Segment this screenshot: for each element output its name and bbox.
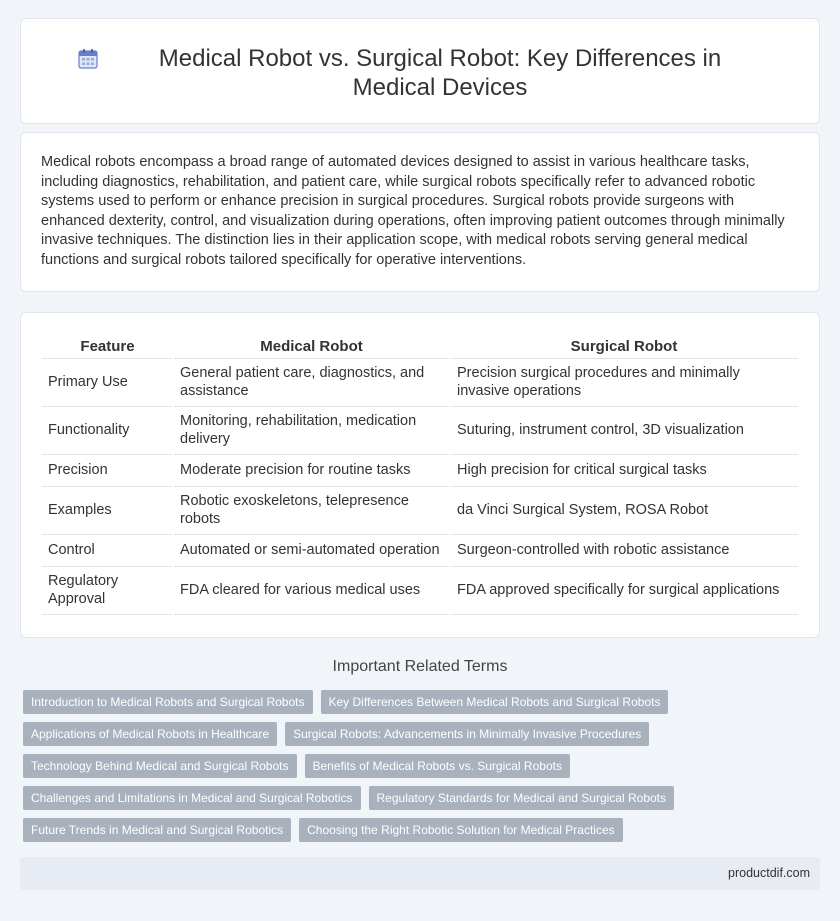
header-card xyxy=(20,18,820,124)
related-term-link[interactable]: Applications of Medical Robots in Healthcare xyxy=(23,722,277,746)
related-term-link[interactable]: Technology Behind Medical and Surgical Robots xyxy=(23,754,297,778)
table-cell-feature: Control xyxy=(42,534,173,566)
table-row xyxy=(42,486,798,534)
table-cell-surgical: da Vinci Surgical System, ROSA Robot xyxy=(450,486,798,534)
footer xyxy=(20,857,820,890)
table-cell-feature: Primary Use xyxy=(42,358,173,406)
comparison-table xyxy=(42,334,798,615)
table-cell-feature: Examples xyxy=(42,486,173,534)
table-row xyxy=(42,566,798,614)
intro-card xyxy=(20,132,820,292)
table-cell-feature: Functionality xyxy=(42,406,173,454)
table-row xyxy=(42,534,798,566)
column-header-medical-robot: Medical Robot xyxy=(173,334,450,358)
table-cell-medical: Monitoring, rehabilitation, medication delivery xyxy=(173,406,450,454)
column-header-surgical-robot: Surgical Robot xyxy=(450,334,798,358)
table-cell-surgical: Surgeon-controlled with robotic assistance xyxy=(450,534,798,566)
related-term-link[interactable]: Future Trends in Medical and Surgical Robotics xyxy=(23,818,291,842)
footer-source: productdif.com xyxy=(728,866,810,880)
table-cell-medical: Robotic exoskeletons, telepresence robots xyxy=(173,486,450,534)
related-term-link[interactable]: Benefits of Medical Robots vs. Surgical Robots xyxy=(305,754,570,778)
table-cell-surgical: FDA approved specifically for surgical applications xyxy=(450,566,798,614)
page-title: Medical Robot vs. Surgical Robot: Key Differences in Medical Devices xyxy=(158,45,722,101)
table-cell-surgical: High precision for critical surgical tasks xyxy=(450,454,798,486)
table-row xyxy=(42,406,798,454)
related-term-link[interactable]: Key Differences Between Medical Robots and Surgical Robots xyxy=(321,690,669,714)
table-cell-feature: Regulatory Approval xyxy=(42,566,173,614)
intro-paragraph: Medical robots encompass a broad range of automated devices designed to assist in various healthcare tasks, including diagnostics, rehabilitation, and patient care, while surgical robots specifically refer to advanced robotic systems used to perform or enhance precision in surgical procedures. Surgical robots provide surgeons with enhanced dexterity, control, and visualization during operations, often improving patient outcomes through minimally invasive techniques. The distinction lies in their application scope, with medical robots serving general medical functions and surgical robots tailored specifically for operative interventions. xyxy=(41,154,785,268)
table-cell-surgical: Precision surgical procedures and minimally invasive operations xyxy=(450,358,798,406)
table-cell-feature: Precision xyxy=(42,454,173,486)
related-terms-heading: Important Related Terms xyxy=(332,658,508,675)
table-cell-medical: General patient care, diagnostics, and assistance xyxy=(173,358,450,406)
table-row xyxy=(42,358,798,406)
table-cell-medical: Automated or semi-automated operation xyxy=(173,534,450,566)
column-header-feature: Feature xyxy=(42,334,173,358)
header xyxy=(21,44,819,102)
calendar-icon xyxy=(77,48,99,70)
table-row xyxy=(42,454,798,486)
table-cell-medical: FDA cleared for various medical uses xyxy=(173,566,450,614)
comparison-card xyxy=(20,312,820,638)
related-term-link[interactable]: Challenges and Limitations in Medical and Surgical Robotics xyxy=(23,786,361,810)
related-term-link[interactable]: Surgical Robots: Advancements in Minimally Invasive Procedures xyxy=(285,722,649,746)
related-terms-list xyxy=(23,690,803,850)
table-cell-medical: Moderate precision for routine tasks xyxy=(173,454,450,486)
related-term-link[interactable]: Choosing the Right Robotic Solution for Medical Practices xyxy=(299,818,623,842)
table-header-row xyxy=(42,334,798,358)
related-term-link[interactable]: Regulatory Standards for Medical and Surgical Robots xyxy=(369,786,675,810)
related-term-link[interactable]: Introduction to Medical Robots and Surgical Robots xyxy=(23,690,313,714)
table-cell-surgical: Suturing, instrument control, 3D visualization xyxy=(450,406,798,454)
